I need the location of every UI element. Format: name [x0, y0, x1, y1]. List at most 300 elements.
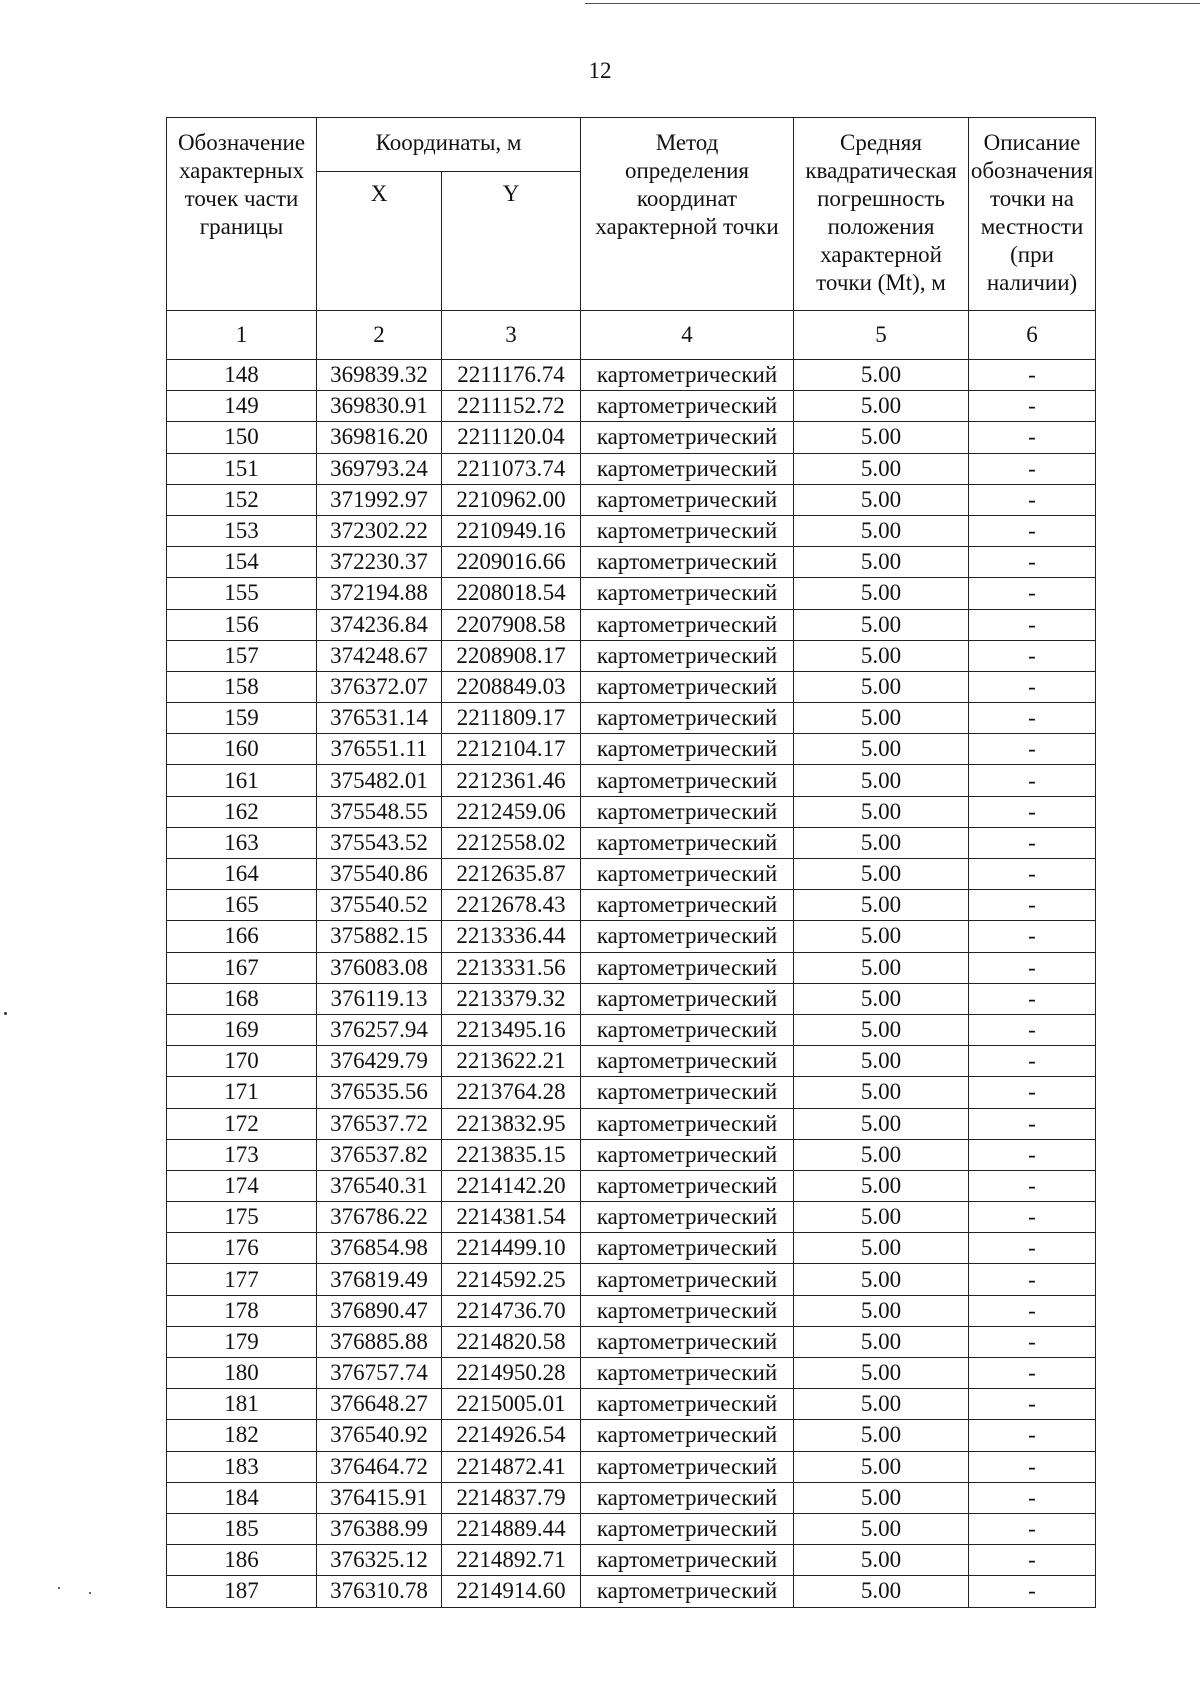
description-cell: - [969, 921, 1096, 952]
error-cell: 5.00 [794, 1326, 969, 1357]
point-number-cell: 179 [167, 1326, 317, 1357]
table-row [167, 1358, 1096, 1389]
error-cell: 5.00 [794, 671, 969, 702]
x-coordinate-cell: 376119.13 [317, 983, 442, 1014]
y-coordinate-cell: 2212361.46 [442, 765, 581, 796]
x-coordinate-cell: 376819.49 [317, 1264, 442, 1295]
table-row [167, 1108, 1096, 1139]
x-coordinate-cell: 375543.52 [317, 827, 442, 858]
method-cell: картометрический [581, 1264, 794, 1295]
method-cell: картометрический [581, 391, 794, 422]
x-coordinate-cell: 369830.91 [317, 391, 442, 422]
header-point [167, 118, 317, 311]
table-row [167, 453, 1096, 484]
method-cell: картометрический [581, 1077, 794, 1108]
x-coordinate-cell: 376429.79 [317, 1046, 442, 1077]
description-cell: - [969, 1108, 1096, 1139]
error-cell: 5.00 [794, 360, 969, 391]
error-cell: 5.00 [794, 859, 969, 890]
point-number-cell: 169 [167, 1014, 317, 1045]
description-cell: - [969, 609, 1096, 640]
x-coordinate-cell: 376551.11 [317, 734, 442, 765]
method-cell: картометрический [581, 609, 794, 640]
method-cell: картометрический [581, 1108, 794, 1139]
x-coordinate-cell: 372230.37 [317, 547, 442, 578]
description-cell: - [969, 952, 1096, 983]
point-number-cell: 152 [167, 484, 317, 515]
point-number-cell: 180 [167, 1358, 317, 1389]
y-coordinate-cell: 2214837.79 [442, 1482, 581, 1513]
method-cell: картометрический [581, 1139, 794, 1170]
header-coordinates-label: Координаты, м [375, 130, 522, 155]
x-coordinate-cell: 376415.91 [317, 1482, 442, 1513]
point-number-cell: 167 [167, 952, 317, 983]
table-row [167, 391, 1096, 422]
header-method-label: Метод определения координат характерной точки [595, 130, 779, 239]
x-coordinate-cell: 374236.84 [317, 609, 442, 640]
y-coordinate-cell: 2211152.72 [442, 391, 581, 422]
y-coordinate-cell: 2207908.58 [442, 609, 581, 640]
error-cell: 5.00 [794, 422, 969, 453]
y-coordinate-cell: 2214889.44 [442, 1513, 581, 1544]
table-row [167, 1451, 1096, 1482]
description-cell: - [969, 827, 1096, 858]
table-row [167, 1046, 1096, 1077]
y-coordinate-cell: 2213832.95 [442, 1108, 581, 1139]
method-cell: картометрический [581, 765, 794, 796]
method-cell: картометрический [581, 1358, 794, 1389]
x-coordinate-cell: 376257.94 [317, 1014, 442, 1045]
x-coordinate-cell: 369793.24 [317, 453, 442, 484]
table-row [167, 827, 1096, 858]
error-cell: 5.00 [794, 890, 969, 921]
description-cell: - [969, 484, 1096, 515]
page-number: 12 [588, 58, 612, 83]
y-coordinate-cell: 2214914.60 [442, 1576, 581, 1607]
x-coordinate-cell: 376310.78 [317, 1576, 442, 1607]
point-number-cell: 182 [167, 1420, 317, 1451]
table-row [167, 360, 1096, 391]
method-cell: картометрический [581, 578, 794, 609]
error-cell: 5.00 [794, 796, 969, 827]
table-row [167, 1014, 1096, 1045]
error-cell: 5.00 [794, 1202, 969, 1233]
x-coordinate-cell: 374248.67 [317, 640, 442, 671]
method-cell: картометрический [581, 547, 794, 578]
y-coordinate-cell: 2208849.03 [442, 671, 581, 702]
point-number-cell: 183 [167, 1451, 317, 1482]
x-coordinate-cell: 376083.08 [317, 952, 442, 983]
table-body [167, 360, 1096, 1608]
y-coordinate-cell: 2213764.28 [442, 1077, 581, 1108]
description-cell: - [969, 1576, 1096, 1607]
description-cell: - [969, 703, 1096, 734]
x-coordinate-cell: 376885.88 [317, 1326, 442, 1357]
error-cell: 5.00 [794, 1170, 969, 1201]
description-cell: - [969, 765, 1096, 796]
point-number-cell: 157 [167, 640, 317, 671]
error-cell: 5.00 [794, 1358, 969, 1389]
y-coordinate-cell: 2213495.16 [442, 1014, 581, 1045]
description-cell: - [969, 1482, 1096, 1513]
method-cell: картометрический [581, 1545, 794, 1576]
method-cell: картометрический [581, 827, 794, 858]
table-row [167, 921, 1096, 952]
x-coordinate-cell: 376890.47 [317, 1295, 442, 1326]
description-cell: - [969, 453, 1096, 484]
point-number-cell: 178 [167, 1295, 317, 1326]
column-number-row [167, 311, 1096, 360]
y-coordinate-cell: 2211176.74 [442, 360, 581, 391]
description-cell: - [969, 1077, 1096, 1108]
method-cell: картометрический [581, 734, 794, 765]
description-cell: - [969, 859, 1096, 890]
y-coordinate-cell: 2213379.32 [442, 983, 581, 1014]
y-coordinate-cell: 2208018.54 [442, 578, 581, 609]
method-cell: картометрический [581, 453, 794, 484]
point-number-cell: 173 [167, 1139, 317, 1170]
point-number-cell: 161 [167, 765, 317, 796]
error-cell: 5.00 [794, 1046, 969, 1077]
table-row [167, 1482, 1096, 1513]
description-cell: - [969, 1264, 1096, 1295]
y-coordinate-cell: 2214926.54 [442, 1420, 581, 1451]
table-row [167, 952, 1096, 983]
description-cell: - [969, 1451, 1096, 1482]
error-cell: 5.00 [794, 1264, 969, 1295]
error-cell: 5.00 [794, 1108, 969, 1139]
method-cell: картометрический [581, 1295, 794, 1326]
error-cell: 5.00 [794, 578, 969, 609]
y-coordinate-cell: 2212104.17 [442, 734, 581, 765]
table-row [167, 765, 1096, 796]
scan-speck [89, 1592, 91, 1594]
point-number-cell: 181 [167, 1389, 317, 1420]
column-number: 3 [442, 311, 581, 360]
description-cell: - [969, 671, 1096, 702]
point-number-cell: 174 [167, 1170, 317, 1201]
description-cell: - [969, 360, 1096, 391]
error-cell: 5.00 [794, 952, 969, 983]
y-coordinate-cell: 2214592.25 [442, 1264, 581, 1295]
point-number-cell: 164 [167, 859, 317, 890]
description-cell: - [969, 1170, 1096, 1201]
point-number-cell: 184 [167, 1482, 317, 1513]
error-cell: 5.00 [794, 1014, 969, 1045]
method-cell: картометрический [581, 796, 794, 827]
table-row [167, 1389, 1096, 1420]
method-cell: картометрический [581, 640, 794, 671]
description-cell: - [969, 547, 1096, 578]
method-cell: картометрический [581, 515, 794, 546]
y-coordinate-cell: 2213331.56 [442, 952, 581, 983]
description-cell: - [969, 1389, 1096, 1420]
error-cell: 5.00 [794, 1451, 969, 1482]
header-x-label: X [370, 181, 388, 206]
header-y-label: Y [502, 181, 520, 206]
point-number-cell: 187 [167, 1576, 317, 1607]
point-number-cell: 155 [167, 578, 317, 609]
table-row [167, 484, 1096, 515]
method-cell: картометрический [581, 1046, 794, 1077]
y-coordinate-cell: 2212558.02 [442, 827, 581, 858]
description-cell: - [969, 1513, 1096, 1544]
x-coordinate-cell: 375540.86 [317, 859, 442, 890]
description-cell: - [969, 1202, 1096, 1233]
table-row [167, 983, 1096, 1014]
table-row [167, 1420, 1096, 1451]
method-cell: картометрический [581, 1576, 794, 1607]
method-cell: картометрический [581, 1202, 794, 1233]
x-coordinate-cell: 376854.98 [317, 1233, 442, 1264]
point-number-cell: 159 [167, 703, 317, 734]
column-number: 5 [794, 311, 969, 360]
point-number-cell: 175 [167, 1202, 317, 1233]
x-coordinate-cell: 376537.72 [317, 1108, 442, 1139]
y-coordinate-cell: 2213622.21 [442, 1046, 581, 1077]
method-cell: картометрический [581, 1233, 794, 1264]
x-coordinate-cell: 376531.14 [317, 703, 442, 734]
table-row [167, 1139, 1096, 1170]
table-row [167, 578, 1096, 609]
error-cell: 5.00 [794, 1139, 969, 1170]
x-coordinate-cell: 376464.72 [317, 1451, 442, 1482]
y-coordinate-cell: 2214820.58 [442, 1326, 581, 1357]
header-error [794, 118, 969, 311]
header-y [442, 172, 581, 311]
column-number: 2 [317, 311, 442, 360]
point-number-cell: 170 [167, 1046, 317, 1077]
y-coordinate-cell: 2214142.20 [442, 1170, 581, 1201]
x-coordinate-cell: 375540.52 [317, 890, 442, 921]
point-number-cell: 172 [167, 1108, 317, 1139]
table-row [167, 796, 1096, 827]
description-cell: - [969, 422, 1096, 453]
y-coordinate-cell: 2210949.16 [442, 515, 581, 546]
method-cell: картометрический [581, 671, 794, 702]
table-row [167, 1233, 1096, 1264]
error-cell: 5.00 [794, 391, 969, 422]
method-cell: картометрический [581, 703, 794, 734]
description-cell: - [969, 1139, 1096, 1170]
method-cell: картометрический [581, 890, 794, 921]
description-cell: - [969, 734, 1096, 765]
point-number-cell: 162 [167, 796, 317, 827]
table-row [167, 859, 1096, 890]
table-header [167, 118, 1096, 360]
x-coordinate-cell: 376535.56 [317, 1077, 442, 1108]
error-cell: 5.00 [794, 827, 969, 858]
y-coordinate-cell: 2213336.44 [442, 921, 581, 952]
point-number-cell: 171 [167, 1077, 317, 1108]
point-number-cell: 186 [167, 1545, 317, 1576]
scan-speck [4, 1012, 7, 1015]
x-coordinate-cell: 376757.74 [317, 1358, 442, 1389]
point-number-cell: 153 [167, 515, 317, 546]
x-coordinate-cell: 376372.07 [317, 671, 442, 702]
y-coordinate-cell: 2214872.41 [442, 1451, 581, 1482]
y-coordinate-cell: 2215005.01 [442, 1389, 581, 1420]
method-cell: картометрический [581, 921, 794, 952]
x-coordinate-cell: 376786.22 [317, 1202, 442, 1233]
method-cell: картометрический [581, 360, 794, 391]
table-row [167, 1545, 1096, 1576]
description-cell: - [969, 796, 1096, 827]
point-number-cell: 176 [167, 1233, 317, 1264]
error-cell: 5.00 [794, 515, 969, 546]
error-cell: 5.00 [794, 765, 969, 796]
y-coordinate-cell: 2214381.54 [442, 1202, 581, 1233]
method-cell: картометрический [581, 952, 794, 983]
point-number-cell: 163 [167, 827, 317, 858]
error-cell: 5.00 [794, 1389, 969, 1420]
description-cell: - [969, 1545, 1096, 1576]
error-cell: 5.00 [794, 921, 969, 952]
scan-speck [58, 1587, 60, 1589]
point-number-cell: 150 [167, 422, 317, 453]
error-cell: 5.00 [794, 1295, 969, 1326]
x-coordinate-cell: 376540.31 [317, 1170, 442, 1201]
coordinates-table [166, 117, 1096, 1608]
point-number-cell: 160 [167, 734, 317, 765]
y-coordinate-cell: 2212459.06 [442, 796, 581, 827]
point-number-cell: 148 [167, 360, 317, 391]
header-point-label: Обозначение характерных точек части границы [177, 130, 306, 239]
method-cell: картометрический [581, 1326, 794, 1357]
point-number-cell: 166 [167, 921, 317, 952]
header-x [317, 172, 442, 311]
x-coordinate-cell: 372302.22 [317, 515, 442, 546]
table-row [167, 890, 1096, 921]
y-coordinate-cell: 2211073.74 [442, 453, 581, 484]
error-cell: 5.00 [794, 484, 969, 515]
x-coordinate-cell: 376325.12 [317, 1545, 442, 1576]
x-coordinate-cell: 375482.01 [317, 765, 442, 796]
y-coordinate-cell: 2211120.04 [442, 422, 581, 453]
point-number-cell: 149 [167, 391, 317, 422]
error-cell: 5.00 [794, 1420, 969, 1451]
x-coordinate-cell: 376388.99 [317, 1513, 442, 1544]
description-cell: - [969, 391, 1096, 422]
error-cell: 5.00 [794, 1077, 969, 1108]
y-coordinate-cell: 2213835.15 [442, 1139, 581, 1170]
table-row [167, 1264, 1096, 1295]
method-cell: картометрический [581, 1420, 794, 1451]
top-edge-rule [585, 3, 1200, 4]
x-coordinate-cell: 375882.15 [317, 921, 442, 952]
x-coordinate-cell: 372194.88 [317, 578, 442, 609]
error-cell: 5.00 [794, 547, 969, 578]
x-coordinate-cell: 369816.20 [317, 422, 442, 453]
point-number-cell: 185 [167, 1513, 317, 1544]
table-row [167, 1170, 1096, 1201]
method-cell: картометрический [581, 422, 794, 453]
point-number-cell: 165 [167, 890, 317, 921]
description-cell: - [969, 1014, 1096, 1045]
x-coordinate-cell: 376540.92 [317, 1420, 442, 1451]
description-cell: - [969, 1420, 1096, 1451]
column-number: 1 [167, 311, 317, 360]
y-coordinate-cell: 2211809.17 [442, 703, 581, 734]
x-coordinate-cell: 371992.97 [317, 484, 442, 515]
point-number-cell: 168 [167, 983, 317, 1014]
column-number: 6 [969, 311, 1096, 360]
error-cell: 5.00 [794, 1513, 969, 1544]
description-cell: - [969, 578, 1096, 609]
point-number-cell: 154 [167, 547, 317, 578]
table-row [167, 547, 1096, 578]
error-cell: 5.00 [794, 1545, 969, 1576]
method-cell: картометрический [581, 484, 794, 515]
y-coordinate-cell: 2214892.71 [442, 1545, 581, 1576]
table-row [167, 703, 1096, 734]
y-coordinate-cell: 2212635.87 [442, 859, 581, 890]
method-cell: картометрический [581, 1451, 794, 1482]
table-row [167, 1077, 1096, 1108]
description-cell: - [969, 640, 1096, 671]
table-row [167, 640, 1096, 671]
table-row [167, 1202, 1096, 1233]
description-cell: - [969, 1326, 1096, 1357]
table-row [167, 515, 1096, 546]
error-cell: 5.00 [794, 640, 969, 671]
method-cell: картометрический [581, 1170, 794, 1201]
x-coordinate-cell: 369839.32 [317, 360, 442, 391]
header-description-label: Описание обозначения точки на местности (при наличии) [970, 130, 1094, 295]
error-cell: 5.00 [794, 1576, 969, 1607]
error-cell: 5.00 [794, 609, 969, 640]
description-cell: - [969, 890, 1096, 921]
error-cell: 5.00 [794, 1233, 969, 1264]
point-number-cell: 158 [167, 671, 317, 702]
x-coordinate-cell: 376537.82 [317, 1139, 442, 1170]
header-coordinates [317, 118, 581, 172]
table-row [167, 734, 1096, 765]
header-method [581, 118, 794, 311]
column-number: 4 [581, 311, 794, 360]
method-cell: картометрический [581, 1513, 794, 1544]
description-cell: - [969, 515, 1096, 546]
method-cell: картометрический [581, 983, 794, 1014]
x-coordinate-cell: 376648.27 [317, 1389, 442, 1420]
table-row [167, 1326, 1096, 1357]
point-number-cell: 151 [167, 453, 317, 484]
description-cell: - [969, 1295, 1096, 1326]
point-number-cell: 177 [167, 1264, 317, 1295]
y-coordinate-cell: 2214499.10 [442, 1233, 581, 1264]
error-cell: 5.00 [794, 983, 969, 1014]
table-row [167, 671, 1096, 702]
y-coordinate-cell: 2214950.28 [442, 1358, 581, 1389]
header-error-label: Средняя квадратическая погрешность положения характерной точки (Mt), м [805, 130, 957, 295]
method-cell: картометрический [581, 1482, 794, 1513]
y-coordinate-cell: 2214736.70 [442, 1295, 581, 1326]
error-cell: 5.00 [794, 734, 969, 765]
table-row [167, 1295, 1096, 1326]
method-cell: картометрический [581, 1014, 794, 1045]
table-row [167, 1513, 1096, 1544]
x-coordinate-cell: 375548.55 [317, 796, 442, 827]
table-row [167, 422, 1096, 453]
description-cell: - [969, 1233, 1096, 1264]
y-coordinate-cell: 2209016.66 [442, 547, 581, 578]
y-coordinate-cell: 2208908.17 [442, 640, 581, 671]
y-coordinate-cell: 2212678.43 [442, 890, 581, 921]
description-cell: - [969, 983, 1096, 1014]
method-cell: картометрический [581, 1389, 794, 1420]
description-cell: - [969, 1358, 1096, 1389]
table-row [167, 1576, 1096, 1607]
